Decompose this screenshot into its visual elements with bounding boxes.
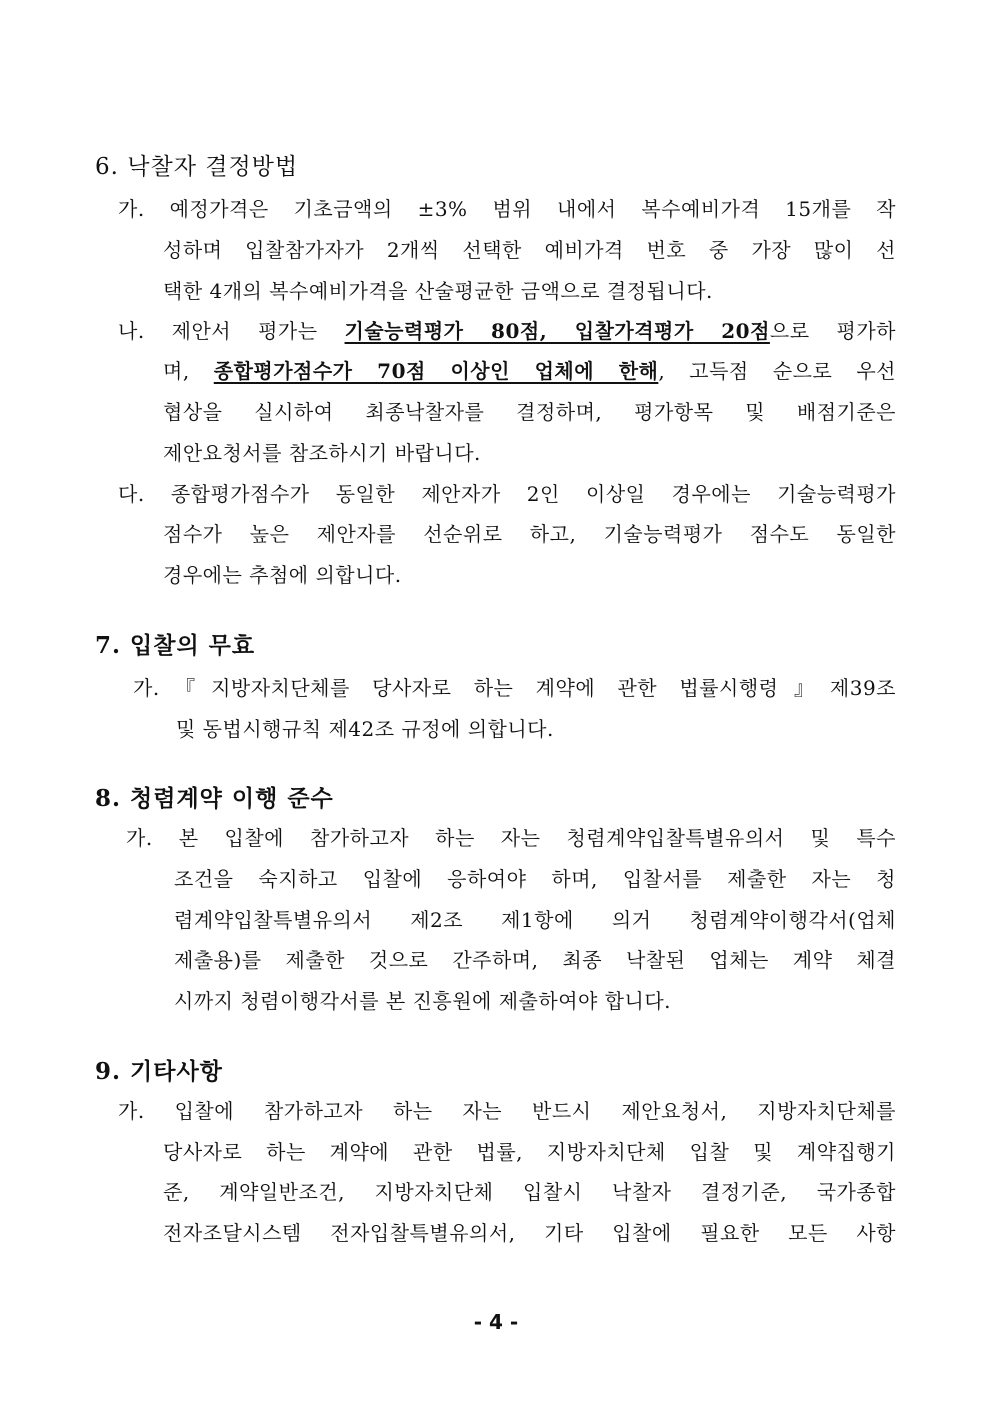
- section-6-ga-line-1: 가. 예정가격은 기초금액의 ±3% 범위 내에서 복수예비가격 15개를 작: [118, 197, 896, 221]
- page-number: - 4 -: [473, 1310, 519, 1334]
- section-8-ga-line-1: 가. 본 입찰에 참가하고자 하는 자는 청렴계약입찰특별유의서 및 특수: [126, 826, 896, 850]
- section-6-na-line-3: 협상을 실시하여 최종낙찰자를 결정하며, 평가항목 및 배점기준은: [163, 400, 896, 424]
- section-6-na-emphasis-score: 기술능력평가 80점, 입찰가격평가 20점: [344, 319, 770, 343]
- section-9-ga-line-3: 준, 계약일반조건, 지방자치단체 입찰시 낙찰자 결정기준, 국가종합: [163, 1180, 896, 1204]
- section-8-heading: 8. 청렴계약 이행 준수: [95, 785, 334, 812]
- section-9-heading: 9. 기타사항: [95, 1058, 223, 1085]
- section-6-na-line-1: [118, 315, 896, 344]
- section-6-na-line-1-post: 으로 평가하: [769, 319, 897, 343]
- section-7-ga-line-1: 가.『지방자치단체를 당사자로 하는 계약에 관한 법률시행령』제39조: [133, 676, 896, 700]
- section-9-ga-line-4: 전자조달시스템 전자입찰특별유의서, 기타 입찰에 필요한 모든 사항: [163, 1221, 896, 1245]
- section-9-ga-line-1: 가. 입찰에 참가하고자 하는 자는 반드시 제안요청서, 지방자치단체를: [118, 1099, 896, 1123]
- section-7-heading: 7. 입찰의 무효: [95, 632, 256, 659]
- section-6-na-line-2: [163, 355, 896, 384]
- section-6-ga-line-2: 성하며 입찰참가자가 2개씩 선택한 예비가격 번호 중 가장 많이 선: [163, 238, 896, 262]
- section-6-na-emphasis-threshold: 종합평가점수가 70점 이상인 업체에 한해: [213, 359, 659, 383]
- section-6-da-line-2: 점수가 높은 제안자를 선순위로 하고, 기술능력평가 점수도 동일한: [163, 522, 896, 546]
- section-6-ga-line-3: 택한 4개의 복수예비가격을 산술평균한 금액으로 결정됩니다.: [163, 279, 713, 303]
- section-8-ga-line-3: 렴계약입찰특별유의서 제2조 제1항에 의거 청렴계약이행각서(업체: [174, 908, 896, 932]
- section-6-na-line-2-pre: 며,: [163, 359, 214, 383]
- section-8-ga-line-2: 조건을 숙지하고 입찰에 응하여야 하며, 입찰서를 제출한 자는 청: [174, 867, 896, 891]
- section-6-na-line-1-pre: 나. 제안서 평가는: [118, 319, 345, 343]
- section-7-ga-line-2: 및 동법시행규칙 제42조 규정에 의합니다.: [176, 717, 554, 741]
- section-8-ga-line-5: 시까지 청렴이행각서를 본 진흥원에 제출하여야 합니다.: [174, 989, 672, 1013]
- section-8-ga-line-4: 제출용)를 제출한 것으로 간주하며, 최종 낙찰된 업체는 계약 체결: [174, 948, 896, 972]
- section-6-na-line-2-post: , 고득점 순으로 우선: [658, 359, 896, 383]
- section-9-ga-line-2: 당사자로 하는 계약에 관한 법률, 지방자치단체 입찰 및 계약집행기: [163, 1140, 896, 1164]
- section-6-da-line-3: 경우에는 추첨에 의합니다.: [163, 563, 402, 587]
- section-6-heading: 6. 낙찰자 결정방법: [95, 154, 299, 180]
- section-6-da-line-1: 다. 종합평가점수가 동일한 제안자가 2인 이상일 경우에는 기술능력평가: [118, 482, 896, 506]
- section-6-na-line-4: 제안요청서를 참조하시기 바랍니다.: [163, 441, 481, 465]
